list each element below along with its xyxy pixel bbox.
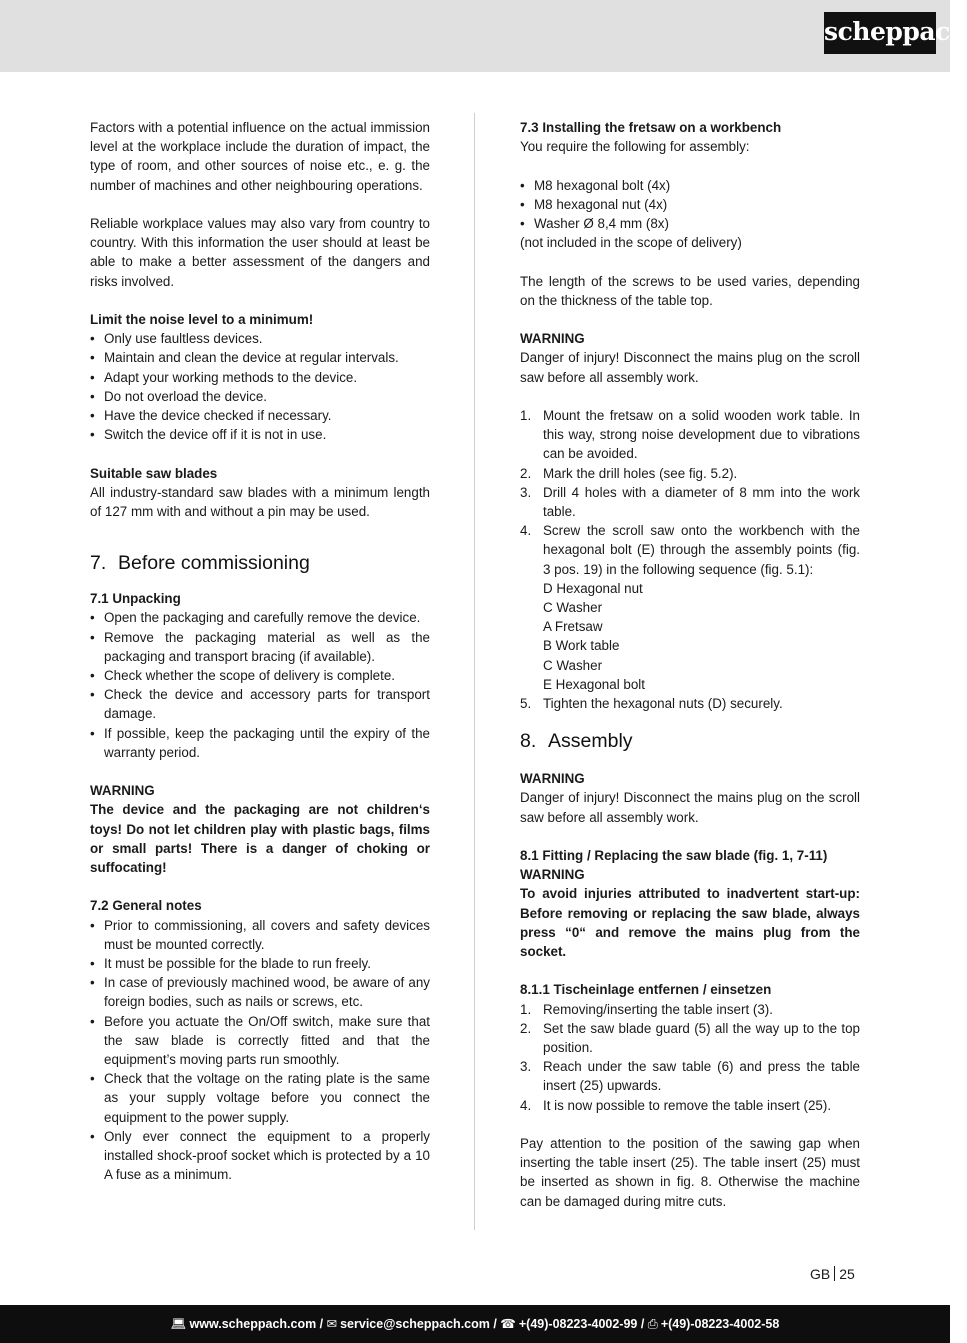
saw-blades-text: All industry-standard saw blades with a minimum length of 127 mm with and without a pin may be used. (90, 484, 430, 520)
list-item (520, 406, 860, 464)
page-number (810, 1265, 855, 1283)
section-number: 8. (520, 730, 537, 753)
warning-label: WARNING (520, 331, 585, 347)
fax-number: +(49)-08223-4002-58 (660, 1317, 780, 1331)
step-number: 1. (520, 407, 532, 423)
fitting-warning-text: To avoid injuries attributed to inadvertent start-up: Before removing or replacing the saw blade, always press “0“ and remove the mains plug from the socket. (520, 886, 860, 960)
phone-number: +(49)-08223-4002-99 (518, 1317, 638, 1331)
list-item: • Do not overload the device. (90, 387, 430, 406)
list-item (520, 1057, 860, 1095)
step-text: Mark the drill holes (see fig. 5.2). (543, 465, 738, 481)
install-heading: 7.3 Installing the fretsaw on a workbench (520, 120, 782, 135)
page-number-separator (834, 1266, 835, 1281)
noise-factors-paragraph: Factors with a potential influence on the actual immission level at the workplace include the duration of impact, the type of room, and other sources of noise etc., e. g. the number of machines and other neighbouring operations. (90, 120, 430, 193)
list-item: • Switch the device off if it is not in use. (90, 425, 430, 444)
list-item: • M8 hexagonal nut (4x) (520, 195, 860, 214)
install-intro: You require the following for assembly: (520, 139, 750, 155)
sequence-item: E Hexagonal bolt (543, 676, 645, 692)
section-title: Assembly (548, 730, 633, 753)
step-number: 4. (520, 1097, 532, 1113)
warning-label: WARNING (90, 783, 155, 799)
scheppach-logo: scheppach (824, 12, 936, 54)
noise-limit-heading: Limit the noise level to a minimum! (90, 312, 314, 327)
footer-separator: / (316, 1317, 327, 1331)
step-number: 3. (520, 484, 532, 500)
list-item: • Check the device and accessory parts for transport damage. (90, 685, 430, 723)
list-item: • Open the packaging and carefully remove the device. (90, 608, 430, 627)
step-number: 3. (520, 1059, 532, 1075)
assembly-warning-text: Danger of injury! Disconnect the mains plug on the scroll saw before all assembly work. (520, 350, 860, 385)
list-item: • Washer Ø 8,4 mm (8x) (520, 214, 860, 233)
saw-blades-heading: Suitable saw blades (90, 465, 218, 481)
list-item: • Prior to commissioning, all covers and safety devices must be mounted correctly. (90, 916, 430, 954)
section-7-heading (90, 551, 430, 575)
footer-separator: / (637, 1317, 648, 1331)
list-item: • Adapt your working methods to the device. (90, 368, 430, 387)
website-link[interactable]: www.scheppach.com (189, 1317, 317, 1331)
computer-icon: 💻︎ (170, 1317, 187, 1331)
footer-separator: / (489, 1317, 501, 1331)
list-item: • It must be possible for the blade to run freely. (90, 954, 430, 973)
left-column (90, 118, 430, 1184)
table-insert-heading: 8.1.1 Tischeinlage entfernen / einsetzen (520, 982, 772, 998)
workplace-values-paragraph: Reliable workplace values may also vary from country to country. With this information the user should at least be able to make a better assessment of the dangers and risks involved. (90, 216, 430, 289)
screws-text: The length of the screws to be used varies, depending on the thickness of the table top. (520, 273, 860, 308)
list-item (520, 464, 860, 483)
footer-bar (0, 1305, 950, 1343)
email-icon: ✉︎ (326, 1317, 338, 1331)
install-steps-list (520, 406, 860, 713)
sequence-item: C Washer (543, 657, 603, 673)
column-divider (474, 113, 475, 1230)
fax-icon: ⎙ (647, 1317, 658, 1331)
general-notes-heading: 7.2 General notes (90, 898, 202, 914)
step-number: 4. (520, 523, 532, 539)
table-insert-steps (520, 1000, 860, 1115)
children-warning-text: The device and the packaging are not children‘s toys! Do not let children play with plastic bags, films or small parts! There is a danger of choking or suffocating! (90, 802, 430, 876)
list-item: • Only use faultless devices. (90, 329, 430, 348)
step-text: It is now possible to remove the table insert (25). (543, 1097, 832, 1113)
step-number: 5. (520, 696, 532, 712)
step-text: Drill 4 holes with a diameter of 8 mm into the work table. (543, 484, 860, 519)
sequence-item: C Washer (543, 600, 603, 616)
list-item: • Remove the packaging material as well as the packaging and transport bracing (if available). (90, 628, 430, 666)
step-number: 2. (520, 465, 532, 481)
warning-label: WARNING (520, 867, 585, 883)
list-item (520, 694, 860, 713)
assembly-sequence (543, 579, 860, 694)
step-text: Set the saw blade guard (5) all the way up to the top position. (543, 1020, 860, 1056)
list-item: • M8 hexagonal bolt (4x) (520, 176, 860, 195)
right-column (520, 118, 860, 1211)
phone-icon: ☎︎ (500, 1317, 516, 1331)
page-number-value: 25 (839, 1266, 855, 1282)
warning-label: WARNING (520, 771, 585, 787)
language-code: GB (810, 1266, 831, 1282)
install-note: (not included in the scope of delivery) (520, 235, 742, 251)
list-item: • If possible, keep the packaging until the expiry of the warranty period. (90, 724, 430, 762)
assembly-warning-text: Danger of injury! Disconnect the mains plug on the scroll saw before all assembly work. (520, 790, 860, 825)
email-link[interactable]: service@scheppach.com (340, 1317, 490, 1331)
list-item: • Maintain and clean the device at regular intervals. (90, 348, 430, 367)
list-item (520, 1096, 860, 1115)
sawing-gap-text: Pay attention to the position of the sawing gap when inserting the table insert (25). The table insert (25) must be inserted as shown in fig. 8. Otherwise the machine can be damaged during mitre cuts. (520, 1136, 860, 1209)
unpacking-heading: 7.1 Unpacking (90, 591, 181, 607)
header-band (0, 0, 950, 72)
fitting-heading: 8.1 Fitting / Replacing the saw blade (fig. 1, 7-11) (520, 848, 828, 864)
install-parts-list (520, 176, 860, 234)
list-item (520, 1000, 860, 1019)
section-number: 7. (90, 552, 107, 575)
list-item: • Have the device checked if necessary. (90, 406, 430, 425)
list-item (520, 483, 860, 521)
list-item: • In case of previously machined wood, be aware of any foreign bodies, such as nails or screws, etc. (90, 973, 430, 1011)
list-item: • Check that the voltage on the rating plate is the same as your supply voltage before you connect the equipment to the power supply. (90, 1069, 430, 1127)
unpacking-list (90, 608, 430, 762)
step-text: Reach under the saw table (6) and press the table insert (25) upwards. (543, 1059, 860, 1094)
step-number: 1. (520, 1001, 532, 1017)
noise-limit-list (90, 329, 430, 444)
general-notes-list (90, 916, 430, 1185)
list-item: • Only ever connect the equipment to a properly installed shock-proof socket which is protected by a 10 A fuse as a minimum. (90, 1127, 430, 1185)
sequence-item: B Work table (543, 638, 620, 654)
step-text: Screw the scroll saw onto the workbench with the hexagonal bolt (E) through the assembly points (fig. 3 pos. 19) in the following sequence (fig. 5.1): (543, 523, 860, 577)
list-item: • Before you actuate the On/Off switch, make sure that the saw blade is correctly fitted and that the equipment’s moving parts run smoothly. (90, 1012, 430, 1070)
section-title: Before commissioning (118, 552, 310, 575)
list-item (520, 1019, 860, 1057)
list-item: • Check whether the scope of delivery is complete. (90, 666, 430, 685)
sequence-item: D Hexagonal nut (543, 580, 643, 596)
list-item (520, 521, 860, 694)
section-8-heading (520, 729, 860, 753)
step-number: 2. (520, 1020, 532, 1036)
step-text: Tighten the hexagonal nuts (D) securely. (543, 696, 783, 712)
sequence-item: A Fretsaw (543, 619, 603, 635)
step-text: Removing/inserting the table insert (3). (543, 1001, 773, 1017)
step-text: Mount the fretsaw on a solid wooden work table. In this way, strong noise development due to vibrations can be avoided. (543, 407, 860, 462)
